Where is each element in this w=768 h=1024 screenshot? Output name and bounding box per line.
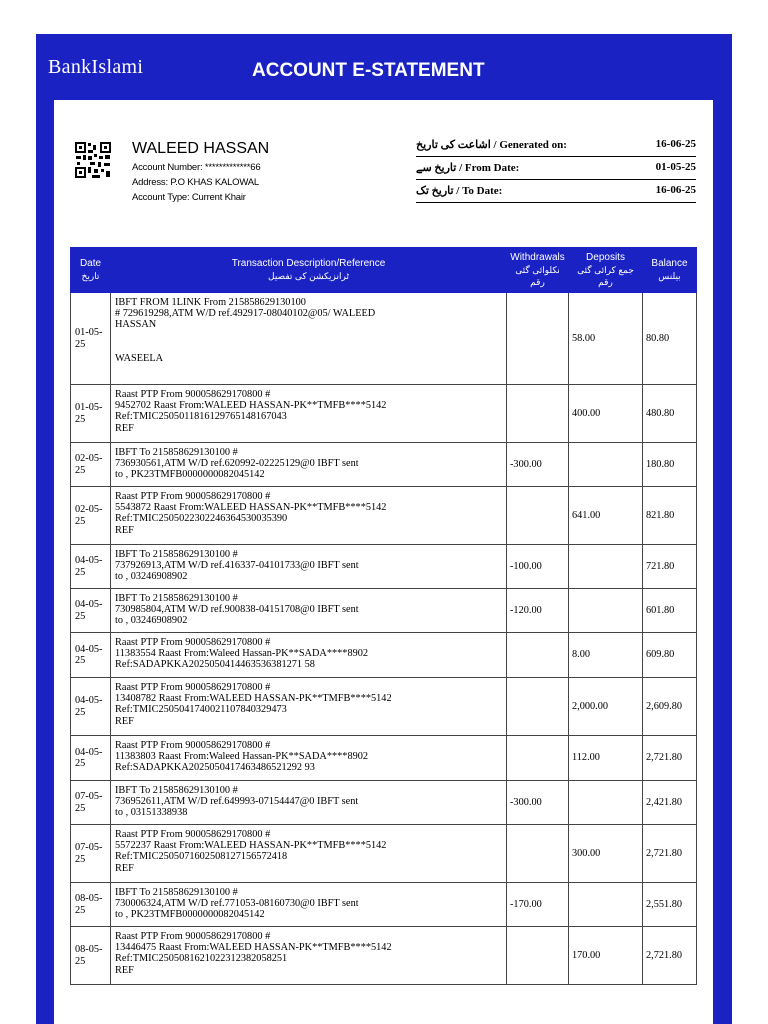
cell-description (111, 487, 507, 545)
description-line: REF (115, 715, 134, 727)
description-line: 730006324,ATM W/D ref.771053-08160730@0 IBFT sent (115, 898, 359, 910)
cell-date: 01-05-25 (71, 293, 111, 385)
column-header-balance: Balance بیلنس (643, 248, 697, 293)
description-line: Ref:SADAPKKA2025050414463536381271 58 (115, 659, 315, 671)
table-row (71, 781, 697, 825)
description-line: 13446475 Raast From:WALEED HASSAN-PK**TMFB****5142 (115, 942, 392, 954)
transactions-table (70, 247, 697, 985)
generated-on-row (416, 134, 696, 157)
cell-date: 02-05-25 (71, 443, 111, 487)
cell-date: 02-05-25 (71, 487, 111, 545)
table-row (71, 487, 697, 545)
description-line: IBFT To 215858629130100 # (115, 785, 238, 796)
description-line: 737926913,ATM W/D ref.416337-04101733@0 IBFT sent (115, 560, 359, 572)
description-line: Ref:SADAPKKA2025050417463486521292 93 (115, 762, 315, 774)
cell-description (111, 927, 507, 985)
cell-deposit: 170.00 (569, 927, 643, 985)
description-line (115, 342, 502, 353)
cell-deposit: 112.00 (569, 736, 643, 781)
cell-deposit (569, 545, 643, 589)
cell-withdrawal (507, 293, 569, 385)
description-line: Raast PTP From 900058629170800 # (115, 682, 271, 693)
description-line: 736930561,ATM W/D ref.620992-02225129@0 IBFT sent (115, 458, 359, 470)
cell-description (111, 736, 507, 781)
description-line: 11383554 Raast From:Waleed Hassan-PK**SADA****8902 (115, 648, 369, 660)
description-line: IBFT To 215858629130100 # (115, 593, 238, 604)
cell-withdrawal (507, 633, 569, 678)
cell-deposit: 8.00 (569, 633, 643, 678)
cell-date: 04-05-25 (71, 633, 111, 678)
description-line: 5543872 Raast From:WALEED HASSAN-PK**TMFB****5142 (115, 502, 387, 514)
description-line: Ref:TMIC2505071602508127156572418 (115, 851, 288, 863)
table-row (71, 293, 697, 385)
description-line: 9452702 Raast From:WALEED HASSAN-PK**TMFB****5142 (115, 400, 387, 412)
cell-deposit: 641.00 (569, 487, 643, 545)
cell-deposit (569, 781, 643, 825)
column-header-deposits: Deposits جمع کرائی گئی رقم (569, 248, 643, 293)
account-number: Account Number: *************66 (132, 162, 261, 173)
cell-withdrawal: -170.00 (507, 883, 569, 927)
cell-deposit (569, 589, 643, 633)
cell-withdrawal (507, 825, 569, 883)
statement-frame (36, 34, 732, 1024)
cell-description (111, 633, 507, 678)
description-line: REF (115, 862, 134, 874)
description-line: Raast PTP From 900058629170800 # (115, 740, 271, 751)
cell-deposit: 300.00 (569, 825, 643, 883)
cell-balance: 2,721.80 (643, 927, 697, 985)
cell-withdrawal: -300.00 (507, 443, 569, 487)
cell-withdrawal (507, 487, 569, 545)
table-row (71, 736, 697, 781)
cell-balance: 2,421.80 (643, 781, 697, 825)
description-line: to , PK23TMFB0000000082045142 (115, 469, 265, 481)
table-row (71, 385, 697, 443)
column-header-description: Transaction Description/Reference ٹرانزیکشن کی تفصیل (111, 248, 507, 293)
description-line: to , 03246908902 (115, 571, 188, 583)
description-line: to , 03246908902 (115, 615, 188, 627)
cell-description (111, 385, 507, 443)
description-line: Ref:TMIC2505011816129765148167043 (115, 411, 287, 423)
cell-date: 04-05-25 (71, 678, 111, 736)
cell-balance: 2,721.80 (643, 736, 697, 781)
cell-withdrawal (507, 385, 569, 443)
cell-deposit: 2,000.00 (569, 678, 643, 736)
table-header-row (71, 248, 697, 293)
description-line: to , 03151338938 (115, 807, 188, 819)
generated-on-label: اشاعت کی تاریخ / Generated on: (416, 139, 567, 151)
table-row (71, 825, 697, 883)
statement-page (54, 100, 713, 1024)
bank-logo: BankIslami (48, 56, 144, 78)
cell-description (111, 825, 507, 883)
cell-description (111, 545, 507, 589)
table-row (71, 633, 697, 678)
description-line: Raast PTP From 900058629170800 # (115, 931, 271, 942)
description-line: Ref:TMIC2505081621022312382058251 (115, 953, 288, 965)
cell-description (111, 883, 507, 927)
qr-code-icon (74, 141, 112, 179)
description-line: Raast PTP From 900058629170800 # (115, 389, 271, 400)
cell-date: 01-05-25 (71, 385, 111, 443)
cell-withdrawal (507, 736, 569, 781)
cell-deposit: 400.00 (569, 385, 643, 443)
description-line: Raast PTP From 900058629170800 # (115, 829, 271, 840)
cell-withdrawal (507, 927, 569, 985)
table-row (71, 589, 697, 633)
cell-balance: 2,551.80 (643, 883, 697, 927)
cell-description (111, 678, 507, 736)
cell-date: 07-05-25 (71, 781, 111, 825)
description-line: HASSAN (115, 319, 157, 331)
cell-date: 04-05-25 (71, 545, 111, 589)
statement-period (416, 134, 696, 203)
cell-balance: 721.80 (643, 545, 697, 589)
description-line: to , PK23TMFB0000000082045142 (115, 909, 265, 921)
cell-balance: 601.80 (643, 589, 697, 633)
description-line: IBFT To 215858629130100 # (115, 887, 238, 898)
from-date-row (416, 157, 696, 180)
cell-balance: 80.80 (643, 293, 697, 385)
description-line: IBFT To 215858629130100 # (115, 447, 238, 458)
cell-date: 08-05-25 (71, 883, 111, 927)
statement-title: ACCOUNT E-STATEMENT (252, 60, 485, 81)
account-holder-name: WALEED HASSAN (132, 140, 270, 157)
cell-description (111, 293, 507, 385)
cell-description (111, 781, 507, 825)
description-line: Ref:TMIC2505022302246364530035390 (115, 513, 288, 525)
description-line: IBFT FROM 1LINK From 215858629130100 (115, 297, 306, 308)
cell-date: 04-05-25 (71, 589, 111, 633)
cell-date: 08-05-25 (71, 927, 111, 985)
from-date-label: تاریخ سے / From Date: (416, 162, 520, 174)
cell-description (111, 443, 507, 487)
account-type: Account Type: Current Khair (132, 192, 246, 203)
cell-date: 04-05-25 (71, 736, 111, 781)
table-row (71, 927, 697, 985)
cell-deposit: 58.00 (569, 293, 643, 385)
description-line (115, 331, 502, 342)
cell-balance: 2,721.80 (643, 825, 697, 883)
table-row (71, 883, 697, 927)
cell-date: 07-05-25 (71, 825, 111, 883)
cell-balance: 2,609.80 (643, 678, 697, 736)
cell-balance: 821.80 (643, 487, 697, 545)
to-date-value: 16-06-25 (655, 184, 696, 196)
table-row (71, 545, 697, 589)
cell-balance: 609.80 (643, 633, 697, 678)
description-line: Ref:TMIC2505041740021107840329473 (115, 704, 287, 716)
column-header-date: Date تاریخ (71, 248, 111, 293)
cell-deposit (569, 883, 643, 927)
account-address: Address: P.O KHAS KALOWAL (132, 177, 259, 188)
generated-on-value: 16-06-25 (655, 138, 696, 150)
column-header-withdrawals: Withdrawals نکلوائی گئی رقم (507, 248, 569, 293)
table-row (71, 443, 697, 487)
cell-deposit (569, 443, 643, 487)
to-date-label: تاریخ تک / To Date: (416, 185, 503, 197)
cell-balance: 480.80 (643, 385, 697, 443)
description-line: Raast PTP From 900058629170800 # (115, 491, 271, 502)
description-line: REF (115, 964, 134, 976)
cell-withdrawal: -120.00 (507, 589, 569, 633)
description-line: 13408782 Raast From:WALEED HASSAN-PK**TMFB****5142 (115, 693, 392, 705)
to-date-row (416, 180, 696, 203)
description-line: REF (115, 422, 134, 434)
description-line: 736952611,ATM W/D ref.649993-07154447@0 IBFT sent (115, 796, 359, 808)
cell-withdrawal: -300.00 (507, 781, 569, 825)
cell-balance: 180.80 (643, 443, 697, 487)
description-line: 5572237 Raast From:WALEED HASSAN-PK**TMFB****5142 (115, 840, 387, 852)
from-date-value: 01-05-25 (655, 161, 696, 173)
table-row (71, 678, 697, 736)
description-line: 730985804,ATM W/D ref.900838-04151708@0 IBFT sent (115, 604, 359, 616)
description-line: Raast PTP From 900058629170800 # (115, 637, 271, 648)
description-line: REF (115, 524, 134, 536)
description-line: IBFT To 215858629130100 # (115, 549, 238, 560)
cell-withdrawal: -100.00 (507, 545, 569, 589)
cell-withdrawal (507, 678, 569, 736)
description-line: 11383803 Raast From:Waleed Hassan-PK**SADA****8902 (115, 751, 369, 763)
description-line: # 729619298,ATM W/D ref.492917-08040102@05/ WALEED (115, 308, 376, 320)
description-line: WASEELA (115, 353, 164, 365)
cell-description (111, 589, 507, 633)
